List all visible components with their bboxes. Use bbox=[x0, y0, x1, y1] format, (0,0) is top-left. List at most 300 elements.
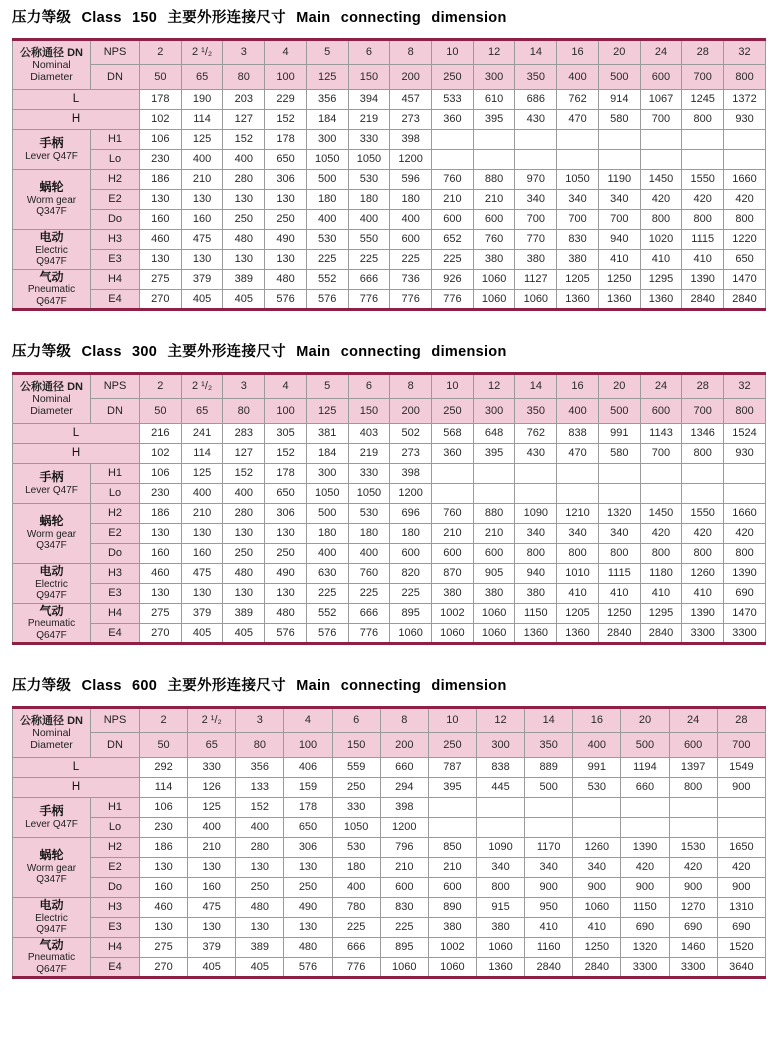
group-label-cell bbox=[13, 130, 91, 170]
value-cell bbox=[476, 798, 524, 818]
value-cell: 475 bbox=[188, 898, 236, 918]
dimension-label-cell: H bbox=[13, 444, 140, 464]
value-cell: 225 bbox=[432, 250, 474, 270]
value-cell: 576 bbox=[265, 624, 307, 644]
value-cell: 950 bbox=[525, 898, 573, 918]
value-cell bbox=[473, 150, 515, 170]
value-cell: 830 bbox=[557, 230, 599, 250]
value-cell: 576 bbox=[265, 290, 307, 310]
value-cell: 457 bbox=[390, 90, 432, 110]
value-cell: 395 bbox=[473, 110, 515, 130]
value-cell: 1060 bbox=[473, 624, 515, 644]
nps-value-cell: 4 bbox=[265, 40, 307, 65]
value-cell: 379 bbox=[181, 604, 223, 624]
value-cell bbox=[724, 464, 766, 484]
value-cell: 152 bbox=[265, 110, 307, 130]
value-cell: 1060 bbox=[515, 290, 557, 310]
value-cell: 900 bbox=[525, 878, 573, 898]
group-label-en: Lever Q47F bbox=[25, 818, 78, 830]
value-cell: 800 bbox=[724, 210, 766, 230]
value-cell: 114 bbox=[140, 778, 188, 798]
group-label-en: Q947F bbox=[36, 924, 67, 936]
value-cell: 700 bbox=[515, 210, 557, 230]
value-cell: 381 bbox=[306, 424, 348, 444]
group-label-zh: 蜗轮 bbox=[39, 848, 64, 863]
dimension-label-cell: H bbox=[13, 778, 140, 798]
value-cell: 1010 bbox=[557, 564, 599, 584]
value-cell bbox=[621, 818, 669, 838]
group-label-en: Worm gear bbox=[26, 862, 77, 874]
value-cell: 340 bbox=[557, 190, 599, 210]
value-cell: 1127 bbox=[515, 270, 557, 290]
value-cell: 130 bbox=[181, 584, 223, 604]
value-cell: 905 bbox=[473, 564, 515, 584]
value-cell: 380 bbox=[515, 584, 557, 604]
value-cell: 306 bbox=[265, 170, 307, 190]
value-cell: 125 bbox=[181, 130, 223, 150]
value-cell: 2840 bbox=[525, 958, 573, 978]
dn-value-cell: 800 bbox=[724, 65, 766, 90]
nps-header-row bbox=[13, 374, 766, 399]
value-cell: 420 bbox=[669, 858, 717, 878]
nps-value-cell: 12 bbox=[473, 374, 515, 399]
value-cell: 280 bbox=[223, 504, 265, 524]
dn-value-cell: 700 bbox=[682, 65, 724, 90]
nps-value-cell: 14 bbox=[515, 40, 557, 65]
value-cell: 133 bbox=[236, 778, 284, 798]
value-cell: 305 bbox=[265, 424, 307, 444]
value-cell: 1372 bbox=[724, 90, 766, 110]
dimension-label-cell: E4 bbox=[91, 958, 140, 978]
nps-value-cell: 28 bbox=[682, 40, 724, 65]
value-cell: 180 bbox=[390, 190, 432, 210]
dimension-row bbox=[13, 270, 766, 290]
value-cell: 160 bbox=[181, 210, 223, 230]
value-cell: 400 bbox=[390, 210, 432, 230]
value-cell: 568 bbox=[432, 424, 474, 444]
value-cell: 210 bbox=[428, 858, 476, 878]
value-cell: 1346 bbox=[682, 424, 724, 444]
dimension-row bbox=[13, 938, 766, 958]
group-label-en: Q647F bbox=[36, 963, 67, 975]
dimension-row bbox=[13, 504, 766, 524]
value-cell: 130 bbox=[223, 524, 265, 544]
dn-label-cell: DN bbox=[91, 399, 140, 424]
dimension-label-cell: H4 bbox=[91, 270, 140, 290]
value-cell: 275 bbox=[140, 938, 188, 958]
value-cell: 1060 bbox=[390, 624, 432, 644]
group-label-cell bbox=[13, 464, 91, 504]
value-cell: 410 bbox=[640, 584, 682, 604]
nps-value-cell: 24 bbox=[640, 40, 682, 65]
dn-value-cell: 150 bbox=[348, 65, 390, 90]
value-cell: 403 bbox=[348, 424, 390, 444]
value-cell bbox=[598, 150, 640, 170]
value-cell: 776 bbox=[390, 290, 432, 310]
value-cell: 250 bbox=[332, 778, 380, 798]
value-cell bbox=[717, 818, 765, 838]
nps-value-cell: 12 bbox=[476, 708, 524, 733]
dn-value-cell: 500 bbox=[598, 399, 640, 424]
value-cell: 1360 bbox=[557, 624, 599, 644]
nps-value-cell: 5 bbox=[306, 374, 348, 399]
value-cell: 395 bbox=[473, 444, 515, 464]
value-cell: 610 bbox=[473, 90, 515, 110]
value-cell: 895 bbox=[380, 938, 428, 958]
value-cell: 1143 bbox=[640, 424, 682, 444]
dimension-row bbox=[13, 210, 766, 230]
value-cell: 130 bbox=[140, 190, 182, 210]
value-cell: 780 bbox=[332, 898, 380, 918]
value-cell: 1390 bbox=[682, 270, 724, 290]
dimension-label-cell: Lo bbox=[91, 484, 140, 504]
value-cell: 480 bbox=[223, 564, 265, 584]
value-cell: 1390 bbox=[682, 604, 724, 624]
value-cell: 686 bbox=[515, 90, 557, 110]
value-cell: 1270 bbox=[669, 898, 717, 918]
nps-value-cell: 10 bbox=[432, 374, 474, 399]
value-cell: 1050 bbox=[348, 484, 390, 504]
value-cell: 914 bbox=[598, 90, 640, 110]
value-cell: 1524 bbox=[724, 424, 766, 444]
value-cell: 1050 bbox=[306, 484, 348, 504]
nps-value-cell: 20 bbox=[621, 708, 669, 733]
value-cell: 356 bbox=[236, 758, 284, 778]
value-cell: 130 bbox=[223, 584, 265, 604]
dimension-row bbox=[13, 778, 766, 798]
group-label-zh: 气动 bbox=[39, 269, 64, 284]
value-cell: 1250 bbox=[598, 270, 640, 290]
value-cell: 130 bbox=[188, 918, 236, 938]
dimension-row bbox=[13, 878, 766, 898]
value-cell: 152 bbox=[265, 444, 307, 464]
value-cell: 410 bbox=[598, 584, 640, 604]
value-cell: 405 bbox=[181, 624, 223, 644]
value-cell: 280 bbox=[223, 170, 265, 190]
value-cell: 660 bbox=[621, 778, 669, 798]
value-cell: 340 bbox=[525, 858, 573, 878]
value-cell: 420 bbox=[682, 524, 724, 544]
value-cell bbox=[598, 130, 640, 150]
value-cell: 889 bbox=[525, 758, 573, 778]
nps-value-cell: 4 bbox=[284, 708, 332, 733]
value-cell: 870 bbox=[432, 564, 474, 584]
dn-value-cell: 200 bbox=[380, 733, 428, 758]
value-cell: 700 bbox=[598, 210, 640, 230]
value-cell: 559 bbox=[332, 758, 380, 778]
value-cell: 380 bbox=[473, 250, 515, 270]
value-cell bbox=[473, 484, 515, 504]
value-cell: 1210 bbox=[557, 504, 599, 524]
value-cell: 460 bbox=[140, 564, 182, 584]
value-cell: 1460 bbox=[669, 938, 717, 958]
value-cell: 800 bbox=[640, 210, 682, 230]
dn-value-cell: 400 bbox=[573, 733, 621, 758]
dn-value-cell: 250 bbox=[432, 399, 474, 424]
value-cell: 394 bbox=[348, 90, 390, 110]
dimension-label-cell: H bbox=[13, 110, 140, 130]
value-cell: 250 bbox=[265, 544, 307, 564]
value-cell: 203 bbox=[223, 90, 265, 110]
value-cell: 1390 bbox=[724, 564, 766, 584]
value-cell: 1660 bbox=[724, 170, 766, 190]
group-label-en: Worm gear bbox=[26, 528, 77, 540]
value-cell: 700 bbox=[557, 210, 599, 230]
value-cell: 760 bbox=[432, 504, 474, 524]
value-cell: 500 bbox=[306, 504, 348, 524]
group-label-en: Lever Q47F bbox=[25, 150, 78, 162]
value-cell bbox=[724, 484, 766, 504]
value-cell bbox=[515, 464, 557, 484]
corner-label-en: Diameter bbox=[30, 71, 73, 84]
value-cell: 180 bbox=[306, 524, 348, 544]
value-cell: 160 bbox=[188, 878, 236, 898]
value-cell: 400 bbox=[306, 210, 348, 230]
value-cell: 225 bbox=[390, 584, 432, 604]
value-cell: 760 bbox=[348, 564, 390, 584]
value-cell: 460 bbox=[140, 898, 188, 918]
value-cell: 1090 bbox=[476, 838, 524, 858]
group-label-en: Q647F bbox=[36, 629, 67, 641]
value-cell: 130 bbox=[188, 858, 236, 878]
dn-value-cell: 350 bbox=[515, 65, 557, 90]
dn-value-cell: 80 bbox=[223, 65, 265, 90]
value-cell: 3640 bbox=[717, 958, 765, 978]
nps-value-cell: 2 bbox=[140, 374, 182, 399]
value-cell: 216 bbox=[140, 424, 182, 444]
value-cell: 430 bbox=[515, 444, 557, 464]
value-cell: 800 bbox=[682, 444, 724, 464]
value-cell: 1250 bbox=[598, 604, 640, 624]
value-cell: 530 bbox=[348, 170, 390, 190]
nps-label-cell: NPS bbox=[91, 708, 140, 733]
corner-label-zh: 公称通径 DN bbox=[20, 46, 83, 59]
value-cell: 970 bbox=[515, 170, 557, 190]
value-cell: 180 bbox=[348, 524, 390, 544]
nps-value-cell: 28 bbox=[717, 708, 765, 733]
value-cell: 360 bbox=[432, 110, 474, 130]
nps-value-cell: 8 bbox=[390, 40, 432, 65]
value-cell: 800 bbox=[476, 878, 524, 898]
value-cell: 1360 bbox=[557, 290, 599, 310]
value-cell: 576 bbox=[306, 290, 348, 310]
value-cell bbox=[557, 130, 599, 150]
value-cell: 389 bbox=[236, 938, 284, 958]
value-cell: 273 bbox=[390, 444, 432, 464]
dimension-row bbox=[13, 918, 766, 938]
nps-value-cell: 6 bbox=[348, 374, 390, 399]
dimension-row bbox=[13, 90, 766, 110]
dimension-label-cell: E4 bbox=[91, 290, 140, 310]
value-cell: 1550 bbox=[682, 170, 724, 190]
dimension-row bbox=[13, 110, 766, 130]
value-cell: 275 bbox=[140, 270, 182, 290]
value-cell: 398 bbox=[390, 464, 432, 484]
value-cell: 180 bbox=[348, 190, 390, 210]
value-cell: 395 bbox=[428, 778, 476, 798]
value-cell: 2840 bbox=[724, 290, 766, 310]
nps-value-cell: 20 bbox=[598, 374, 640, 399]
dn-value-cell: 350 bbox=[525, 733, 573, 758]
dimension-label-cell: H4 bbox=[91, 938, 140, 958]
dn-value-cell: 50 bbox=[140, 399, 182, 424]
value-cell: 940 bbox=[598, 230, 640, 250]
dimension-label-cell: H3 bbox=[91, 230, 140, 250]
value-cell: 130 bbox=[181, 190, 223, 210]
value-cell: 800 bbox=[598, 544, 640, 564]
value-cell: 930 bbox=[724, 444, 766, 464]
value-cell: 229 bbox=[265, 90, 307, 110]
dimension-row bbox=[13, 604, 766, 624]
value-cell: 1660 bbox=[724, 504, 766, 524]
pressure-class-600-section bbox=[12, 674, 766, 979]
dn-value-cell: 600 bbox=[669, 733, 717, 758]
value-cell: 184 bbox=[306, 444, 348, 464]
value-cell: 130 bbox=[181, 250, 223, 270]
dn-header-row bbox=[13, 399, 766, 424]
value-cell: 1320 bbox=[598, 504, 640, 524]
value-cell: 152 bbox=[223, 464, 265, 484]
value-cell: 410 bbox=[640, 250, 682, 270]
table-title: 压力等级 Class 600 主要外形连接尺寸 Main connecting dimension bbox=[12, 678, 507, 694]
dimension-label-cell: Do bbox=[91, 544, 140, 564]
value-cell: 890 bbox=[428, 898, 476, 918]
value-cell: 900 bbox=[669, 878, 717, 898]
dimension-label-cell: E2 bbox=[91, 524, 140, 544]
value-cell: 380 bbox=[428, 918, 476, 938]
dimension-label-cell: H1 bbox=[91, 464, 140, 484]
value-cell: 1260 bbox=[682, 564, 724, 584]
value-cell bbox=[682, 150, 724, 170]
nps-value-cell: 2 bbox=[140, 40, 182, 65]
value-cell: 940 bbox=[515, 564, 557, 584]
group-label-en: Q647F bbox=[36, 295, 67, 307]
dimension-label-cell: L bbox=[13, 758, 140, 778]
value-cell bbox=[573, 798, 621, 818]
value-cell: 184 bbox=[306, 110, 348, 130]
dimension-label-cell: Lo bbox=[91, 818, 140, 838]
value-cell: 1190 bbox=[598, 170, 640, 190]
dimension-row bbox=[13, 444, 766, 464]
nps-value-cell: 16 bbox=[557, 40, 599, 65]
dn-value-cell: 250 bbox=[432, 65, 474, 90]
value-cell: 210 bbox=[473, 524, 515, 544]
nps-value-cell: 14 bbox=[515, 374, 557, 399]
dn-value-cell: 65 bbox=[181, 399, 223, 424]
value-cell bbox=[525, 818, 573, 838]
group-label-zh: 电动 bbox=[39, 230, 64, 245]
value-cell: 250 bbox=[284, 878, 332, 898]
value-cell: 405 bbox=[188, 958, 236, 978]
value-cell: 230 bbox=[140, 818, 188, 838]
value-cell: 210 bbox=[181, 504, 223, 524]
value-cell: 420 bbox=[682, 190, 724, 210]
value-cell: 210 bbox=[188, 838, 236, 858]
value-cell: 552 bbox=[306, 604, 348, 624]
group-label-en: Q947F bbox=[36, 256, 67, 268]
nps-value-cell: 32 bbox=[724, 374, 766, 399]
value-cell: 838 bbox=[557, 424, 599, 444]
value-cell bbox=[640, 464, 682, 484]
group-label-en: Pneumatic bbox=[27, 952, 76, 964]
value-cell: 1150 bbox=[515, 604, 557, 624]
value-cell: 130 bbox=[265, 190, 307, 210]
corner-label-en: Nominal bbox=[32, 393, 71, 406]
dimension-label-cell: H4 bbox=[91, 604, 140, 624]
value-cell: 1170 bbox=[525, 838, 573, 858]
value-cell: 1115 bbox=[598, 564, 640, 584]
nps-header-row bbox=[13, 40, 766, 65]
value-cell: 3300 bbox=[669, 958, 717, 978]
value-cell: 230 bbox=[140, 484, 182, 504]
value-cell: 379 bbox=[181, 270, 223, 290]
group-label-zh: 气动 bbox=[39, 937, 64, 952]
value-cell: 186 bbox=[140, 170, 182, 190]
group-label-cell bbox=[13, 938, 91, 978]
value-cell: 880 bbox=[473, 170, 515, 190]
value-cell: 360 bbox=[432, 444, 474, 464]
value-cell: 410 bbox=[525, 918, 573, 938]
value-cell: 125 bbox=[181, 464, 223, 484]
value-cell: 127 bbox=[223, 110, 265, 130]
value-cell: 1245 bbox=[682, 90, 724, 110]
value-cell: 130 bbox=[236, 918, 284, 938]
value-cell: 445 bbox=[476, 778, 524, 798]
value-cell: 1150 bbox=[621, 898, 669, 918]
value-cell: 273 bbox=[390, 110, 432, 130]
nps-label-cell: NPS bbox=[91, 374, 140, 399]
value-cell: 400 bbox=[348, 544, 390, 564]
value-cell: 2840 bbox=[573, 958, 621, 978]
dn-value-cell: 80 bbox=[223, 399, 265, 424]
value-cell: 776 bbox=[348, 290, 390, 310]
value-cell: 400 bbox=[223, 484, 265, 504]
value-cell: 219 bbox=[348, 444, 390, 464]
value-cell: 700 bbox=[640, 110, 682, 130]
nps-value-cell: 10 bbox=[428, 708, 476, 733]
value-cell bbox=[432, 130, 474, 150]
value-cell: 800 bbox=[724, 544, 766, 564]
group-label-en: Pneumatic bbox=[27, 618, 76, 630]
dimension-row bbox=[13, 464, 766, 484]
value-cell: 776 bbox=[432, 290, 474, 310]
value-cell: 1360 bbox=[476, 958, 524, 978]
group-label-cell bbox=[13, 270, 91, 310]
value-cell: 294 bbox=[380, 778, 428, 798]
value-cell: 190 bbox=[181, 90, 223, 110]
value-cell: 380 bbox=[515, 250, 557, 270]
dimension-row bbox=[13, 564, 766, 584]
value-cell: 380 bbox=[473, 584, 515, 604]
nps-value-cell: 4 bbox=[265, 374, 307, 399]
value-cell: 480 bbox=[223, 230, 265, 250]
value-cell: 180 bbox=[332, 858, 380, 878]
nps-value-cell: 2 ¹/₂ bbox=[188, 708, 236, 733]
value-cell: 130 bbox=[236, 858, 284, 878]
table-container bbox=[12, 38, 766, 311]
group-label-en: Q347F bbox=[36, 874, 67, 886]
value-cell bbox=[557, 150, 599, 170]
value-cell: 600 bbox=[390, 230, 432, 250]
value-cell: 210 bbox=[473, 190, 515, 210]
value-cell: 270 bbox=[140, 290, 182, 310]
value-cell: 900 bbox=[717, 878, 765, 898]
value-cell: 1205 bbox=[557, 604, 599, 624]
value-cell: 1060 bbox=[380, 958, 428, 978]
dimension-label-cell: L bbox=[13, 424, 140, 444]
dimension-table bbox=[12, 706, 766, 979]
value-cell bbox=[428, 818, 476, 838]
